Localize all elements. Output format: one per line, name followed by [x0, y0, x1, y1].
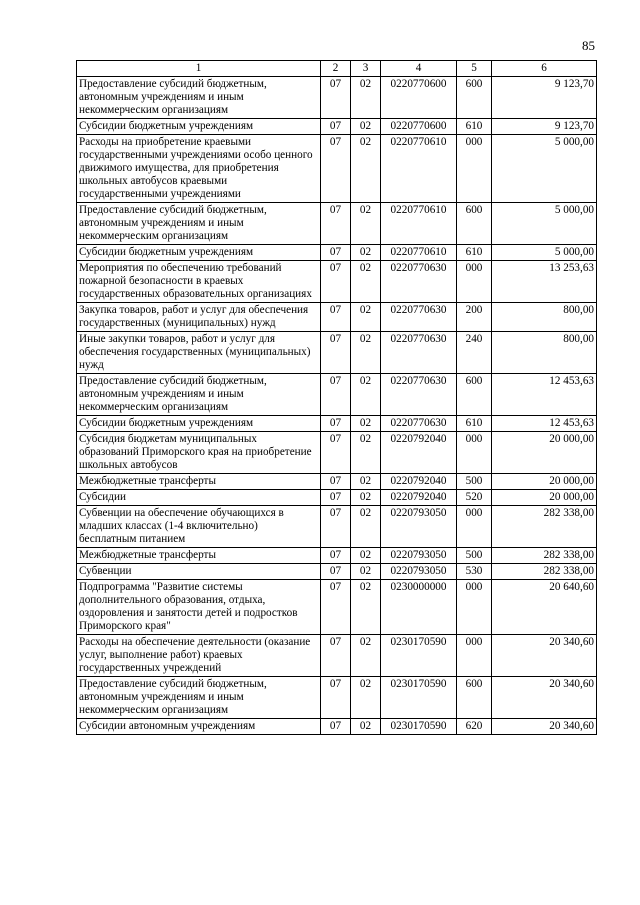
row-name-cell: Предоставление субсидий бюджетным, автономным учреждениям и иным некоммерческим организациям	[77, 203, 321, 245]
row-name-cell: Субсидии	[77, 490, 321, 506]
row-subsection-cell: 02	[351, 432, 381, 474]
row-section-cell: 07	[321, 432, 351, 474]
row-name-cell: Субсидия бюджетам муниципальных образований Приморского края на приобретение школьных автобусов	[77, 432, 321, 474]
table-row	[77, 474, 597, 490]
row-target-code-cell: 0220792040	[381, 490, 457, 506]
table-row	[77, 303, 597, 332]
row-sum-cell: 9 123,70	[492, 77, 597, 119]
row-target-code-cell: 0230170590	[381, 719, 457, 735]
row-sum-cell: 282 338,00	[492, 548, 597, 564]
row-sum-cell: 5 000,00	[492, 135, 597, 203]
row-section-cell: 07	[321, 203, 351, 245]
row-name-cell: Расходы на обеспечение деятельности (оказание услуг, выполнение работ) краевых государственных учреждений	[77, 635, 321, 677]
row-sum-cell: 282 338,00	[492, 564, 597, 580]
header-cell: 1	[77, 61, 321, 77]
row-subsection-cell: 02	[351, 374, 381, 416]
row-subsection-cell: 02	[351, 490, 381, 506]
row-subsection-cell: 02	[351, 580, 381, 635]
row-name-cell: Субсидии бюджетным учреждениям	[77, 245, 321, 261]
row-section-cell: 07	[321, 490, 351, 506]
table-row	[77, 719, 597, 735]
row-target-code-cell: 0220770610	[381, 245, 457, 261]
row-section-cell: 07	[321, 374, 351, 416]
row-name-cell: Субвенции на обеспечение обучающихся в младших классах (1-4 включительно) бесплатным питанием	[77, 506, 321, 548]
row-name-cell: Субсидии бюджетным учреждениям	[77, 119, 321, 135]
table-row	[77, 490, 597, 506]
row-subsection-cell: 02	[351, 506, 381, 548]
table-row	[77, 580, 597, 635]
row-subsection-cell: 02	[351, 77, 381, 119]
row-subsection-cell: 02	[351, 332, 381, 374]
row-section-cell: 07	[321, 580, 351, 635]
table-row	[77, 245, 597, 261]
row-sum-cell: 20 340,60	[492, 635, 597, 677]
row-subsection-cell: 02	[351, 548, 381, 564]
row-sum-cell: 20 000,00	[492, 432, 597, 474]
row-sum-cell: 20 000,00	[492, 474, 597, 490]
row-subsection-cell: 02	[351, 416, 381, 432]
header-cell: 6	[492, 61, 597, 77]
row-expense-type-cell: 600	[457, 374, 492, 416]
table-row	[77, 77, 597, 119]
row-subsection-cell: 02	[351, 119, 381, 135]
row-subsection-cell: 02	[351, 245, 381, 261]
row-expense-type-cell: 000	[457, 432, 492, 474]
row-name-cell: Межбюджетные трансферты	[77, 474, 321, 490]
row-name-cell: Межбюджетные трансферты	[77, 548, 321, 564]
table-row	[77, 332, 597, 374]
row-expense-type-cell: 600	[457, 677, 492, 719]
row-sum-cell: 282 338,00	[492, 506, 597, 548]
row-target-code-cell: 0220770630	[381, 332, 457, 374]
header-cell: 4	[381, 61, 457, 77]
row-expense-type-cell: 200	[457, 303, 492, 332]
table-row	[77, 564, 597, 580]
row-name-cell: Подпрограмма "Развитие системы дополнительного образования, отдыха, оздоровления и занятости детей и подростков Приморского края"	[77, 580, 321, 635]
table-row	[77, 374, 597, 416]
row-section-cell: 07	[321, 416, 351, 432]
table-row	[77, 119, 597, 135]
row-section-cell: 07	[321, 474, 351, 490]
row-sum-cell: 800,00	[492, 332, 597, 374]
row-target-code-cell: 0220770610	[381, 203, 457, 245]
row-expense-type-cell: 600	[457, 77, 492, 119]
row-target-code-cell: 0220792040	[381, 432, 457, 474]
row-expense-type-cell: 610	[457, 416, 492, 432]
row-expense-type-cell: 500	[457, 548, 492, 564]
row-name-cell: Предоставление субсидий бюджетным, автономным учреждениям и иным некоммерческим организациям	[77, 77, 321, 119]
row-sum-cell: 12 453,63	[492, 416, 597, 432]
row-sum-cell: 800,00	[492, 303, 597, 332]
row-subsection-cell: 02	[351, 474, 381, 490]
row-sum-cell: 13 253,63	[492, 261, 597, 303]
row-expense-type-cell: 610	[457, 245, 492, 261]
row-target-code-cell: 0220793050	[381, 548, 457, 564]
row-target-code-cell: 0230000000	[381, 580, 457, 635]
row-target-code-cell: 0230170590	[381, 635, 457, 677]
row-expense-type-cell: 000	[457, 506, 492, 548]
row-target-code-cell: 0220793050	[381, 564, 457, 580]
row-subsection-cell: 02	[351, 635, 381, 677]
table-row	[77, 261, 597, 303]
row-subsection-cell: 02	[351, 564, 381, 580]
row-target-code-cell: 0220770630	[381, 261, 457, 303]
page-number: 85	[582, 38, 595, 53]
row-expense-type-cell: 500	[457, 474, 492, 490]
row-section-cell: 07	[321, 261, 351, 303]
row-expense-type-cell: 000	[457, 135, 492, 203]
row-expense-type-cell: 620	[457, 719, 492, 735]
row-target-code-cell: 0220770630	[381, 416, 457, 432]
row-section-cell: 07	[321, 245, 351, 261]
row-sum-cell: 5 000,00	[492, 245, 597, 261]
header-cell: 5	[457, 61, 492, 77]
header-row	[77, 61, 597, 77]
row-section-cell: 07	[321, 635, 351, 677]
row-target-code-cell: 0220770600	[381, 77, 457, 119]
row-expense-type-cell: 600	[457, 203, 492, 245]
row-name-cell: Субвенции	[77, 564, 321, 580]
row-expense-type-cell: 000	[457, 580, 492, 635]
row-name-cell: Предоставление субсидий бюджетным, автономным учреждениям и иным некоммерческим организациям	[77, 374, 321, 416]
row-subsection-cell: 02	[351, 719, 381, 735]
row-sum-cell: 20 640,60	[492, 580, 597, 635]
row-section-cell: 07	[321, 548, 351, 564]
row-section-cell: 07	[321, 135, 351, 203]
row-subsection-cell: 02	[351, 303, 381, 332]
row-target-code-cell: 0220770630	[381, 303, 457, 332]
row-target-code-cell: 0220770610	[381, 135, 457, 203]
table-row	[77, 506, 597, 548]
row-sum-cell: 9 123,70	[492, 119, 597, 135]
header-cell: 3	[351, 61, 381, 77]
row-target-code-cell: 0220792040	[381, 474, 457, 490]
row-section-cell: 07	[321, 564, 351, 580]
table-row	[77, 548, 597, 564]
row-section-cell: 07	[321, 119, 351, 135]
row-expense-type-cell: 610	[457, 119, 492, 135]
row-expense-type-cell: 000	[457, 635, 492, 677]
row-sum-cell: 5 000,00	[492, 203, 597, 245]
table-row	[77, 635, 597, 677]
row-section-cell: 07	[321, 719, 351, 735]
row-section-cell: 07	[321, 332, 351, 374]
table-row	[77, 432, 597, 474]
row-expense-type-cell: 520	[457, 490, 492, 506]
table-row	[77, 135, 597, 203]
row-target-code-cell: 0220770600	[381, 119, 457, 135]
row-expense-type-cell: 530	[457, 564, 492, 580]
row-expense-type-cell: 240	[457, 332, 492, 374]
row-sum-cell: 20 000,00	[492, 490, 597, 506]
row-name-cell: Предоставление субсидий бюджетным, автономным учреждениям и иным некоммерческим организациям	[77, 677, 321, 719]
row-sum-cell: 20 340,60	[492, 719, 597, 735]
row-name-cell: Закупка товаров, работ и услуг для обеспечения государственных (муниципальных) нужд	[77, 303, 321, 332]
row-name-cell: Мероприятия по обеспечению требований пожарной безопасности в краевых государственных образовательных организациях	[77, 261, 321, 303]
row-sum-cell: 20 340,60	[492, 677, 597, 719]
budget-table	[76, 60, 597, 735]
table-row	[77, 416, 597, 432]
row-subsection-cell: 02	[351, 135, 381, 203]
header-cell: 2	[321, 61, 351, 77]
row-subsection-cell: 02	[351, 203, 381, 245]
row-name-cell: Субсидии бюджетным учреждениям	[77, 416, 321, 432]
row-target-code-cell: 0220770630	[381, 374, 457, 416]
row-expense-type-cell: 000	[457, 261, 492, 303]
row-section-cell: 07	[321, 506, 351, 548]
row-target-code-cell: 0220793050	[381, 506, 457, 548]
row-name-cell: Расходы на приобретение краевыми государственными учреждениями особо ценного движимого имущества, для приобретения школьных автобусов краевыми государственными учреждениями	[77, 135, 321, 203]
row-section-cell: 07	[321, 303, 351, 332]
table-row	[77, 203, 597, 245]
table-row	[77, 677, 597, 719]
row-name-cell: Субсидии автономным учреждениям	[77, 719, 321, 735]
row-section-cell: 07	[321, 77, 351, 119]
row-subsection-cell: 02	[351, 677, 381, 719]
row-sum-cell: 12 453,63	[492, 374, 597, 416]
row-section-cell: 07	[321, 677, 351, 719]
row-target-code-cell: 0230170590	[381, 677, 457, 719]
row-subsection-cell: 02	[351, 261, 381, 303]
row-name-cell: Иные закупки товаров, работ и услуг для обеспечения государственных (муниципальных) нужд	[77, 332, 321, 374]
